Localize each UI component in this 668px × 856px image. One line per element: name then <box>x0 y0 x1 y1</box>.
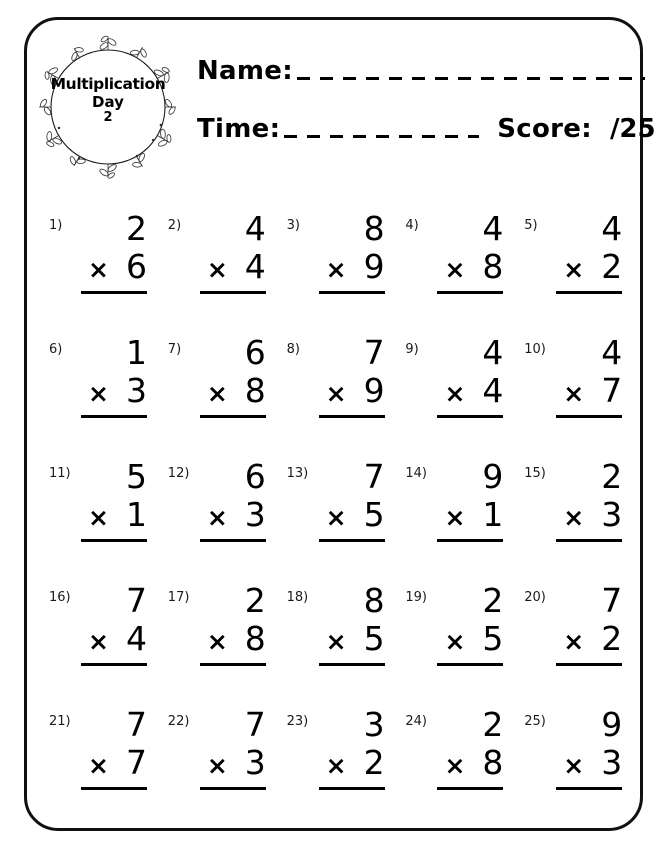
multiplier-row <box>427 371 504 412</box>
multiplier: 2 <box>601 247 623 286</box>
multiplicand: 9 <box>601 705 623 744</box>
problem-cell <box>279 333 397 460</box>
answer-line[interactable] <box>319 787 385 790</box>
multiply-icon: × <box>444 627 466 656</box>
multiplicand-row <box>71 705 147 746</box>
worksheet-header <box>27 20 656 195</box>
worksheet-page <box>24 17 656 831</box>
answer-line[interactable] <box>81 291 147 294</box>
problem-number: 9) <box>405 342 419 357</box>
multiply-icon: × <box>206 255 228 284</box>
multiplier: 8 <box>244 371 266 410</box>
answer-line[interactable] <box>319 415 385 418</box>
multiplier-row <box>309 743 385 784</box>
multiply-icon: × <box>563 503 585 532</box>
problem-number: 12) <box>167 466 190 481</box>
multiplicand: 2 <box>482 581 504 620</box>
answer-line[interactable] <box>556 663 622 666</box>
multiplier: 8 <box>244 619 266 658</box>
multiply-icon: × <box>88 627 109 656</box>
multiplier-row <box>546 743 623 784</box>
multiplicand-row <box>546 457 623 498</box>
problem-cell <box>41 581 159 708</box>
problem-cell <box>516 705 634 832</box>
multiply-icon: × <box>563 627 585 656</box>
problem-cell <box>397 705 515 832</box>
multiplicand: 1 <box>126 333 147 372</box>
problem-number: 2) <box>167 218 182 233</box>
problem-expression <box>71 457 147 542</box>
multiply-icon: × <box>206 627 228 656</box>
multiplicand: 4 <box>244 209 266 248</box>
problem-number: 21) <box>49 714 71 729</box>
problem-number: 3) <box>286 218 300 233</box>
multiplier: 5 <box>363 619 385 658</box>
problem-cell <box>41 457 159 584</box>
multiplier: 5 <box>482 619 504 658</box>
multiplicand: 4 <box>601 209 623 248</box>
problem-cell <box>279 457 397 584</box>
badge-day-number: 2 <box>103 109 113 125</box>
multiplier-row <box>71 371 147 412</box>
answer-line[interactable] <box>81 415 147 418</box>
multiplicand-row <box>190 209 266 250</box>
problem-number: 4) <box>405 218 419 233</box>
name-input-line[interactable] <box>297 77 645 80</box>
problem-expression <box>427 705 504 790</box>
name-label: Name: <box>197 56 293 86</box>
problem-expression <box>546 209 623 294</box>
multiplier-row <box>309 371 385 412</box>
problem-expression <box>427 581 504 666</box>
problem-expression <box>190 333 266 418</box>
problem-number: 16) <box>49 590 71 605</box>
problem-cell <box>516 581 634 708</box>
multiplier-row <box>427 495 504 536</box>
multiply-icon: × <box>88 379 109 408</box>
multiplier: 3 <box>126 371 147 410</box>
multiplicand-row <box>309 333 385 374</box>
answer-line[interactable] <box>437 787 503 790</box>
problem-cell <box>397 457 515 584</box>
multiplier-row <box>309 619 385 660</box>
multiplier: 4 <box>482 371 504 410</box>
time-score-row <box>197 116 656 142</box>
problem-cell <box>397 581 515 708</box>
problem-expression <box>546 333 623 418</box>
leaf-wreath-icon <box>33 32 183 182</box>
problem-number: 19) <box>405 590 428 605</box>
multiplicand: 4 <box>482 209 504 248</box>
multiply-icon: × <box>88 751 109 780</box>
multiplier-row <box>546 619 623 660</box>
multiplicand-row <box>309 209 385 250</box>
answer-line[interactable] <box>319 663 385 666</box>
multiplicand: 5 <box>126 457 147 496</box>
answer-line[interactable] <box>556 539 622 542</box>
multiplicand: 7 <box>244 705 266 744</box>
answer-line[interactable] <box>200 787 266 790</box>
answer-line[interactable] <box>437 663 503 666</box>
multiplicand-row <box>546 333 623 374</box>
multiplicand-row <box>190 705 266 746</box>
multiplier: 7 <box>126 743 147 782</box>
multiplicand: 4 <box>601 333 623 372</box>
multiply-icon: × <box>444 255 466 284</box>
answer-line[interactable] <box>319 291 385 294</box>
multiplier: 9 <box>363 247 385 286</box>
problem-expression <box>427 457 504 542</box>
score-total: /25 <box>609 114 656 144</box>
problem-expression <box>546 705 623 790</box>
multiplier-row <box>190 495 266 536</box>
time-input-line[interactable] <box>284 135 479 138</box>
problem-expression <box>309 581 385 666</box>
problem-cell <box>160 457 278 584</box>
multiplicand-row <box>309 705 385 746</box>
problem-expression <box>190 581 266 666</box>
multiplier-row <box>546 495 623 536</box>
multiplier-row <box>546 371 623 412</box>
multiplier: 1 <box>482 495 504 534</box>
problem-expression <box>309 333 385 418</box>
problem-expression <box>71 705 147 790</box>
problem-expression <box>427 209 504 294</box>
multiplier-row <box>190 371 266 412</box>
badge-subtitle: Day <box>92 92 124 111</box>
multiplier-row <box>546 247 623 288</box>
problem-number: 25) <box>524 714 546 729</box>
multiplicand-row <box>71 209 147 250</box>
time-label: Time: <box>197 114 281 144</box>
multiplicand-row <box>190 457 266 498</box>
problem-expression <box>309 457 385 542</box>
answer-line[interactable] <box>200 291 266 294</box>
problem-cell <box>279 209 397 336</box>
problem-number: 8) <box>286 342 300 357</box>
multiplier: 1 <box>126 495 147 534</box>
multiplier-row <box>190 247 266 288</box>
score-label: Score: <box>497 114 592 144</box>
problem-cell <box>279 581 397 708</box>
multiplicand: 7 <box>363 457 385 496</box>
multiplicand-row <box>427 581 504 622</box>
multiply-icon: × <box>206 379 228 408</box>
problem-cell <box>160 705 278 832</box>
problem-number: 15) <box>524 466 546 481</box>
multiplicand-row <box>546 209 623 250</box>
answer-line[interactable] <box>200 415 266 418</box>
multiplier-row <box>71 247 147 288</box>
answer-line[interactable] <box>81 539 147 542</box>
multiplier-row <box>190 619 266 660</box>
multiplier: 4 <box>244 247 266 286</box>
multiplier: 2 <box>363 743 385 782</box>
multiplier: 3 <box>601 743 623 782</box>
multiply-icon: × <box>325 627 347 656</box>
problem-expression <box>71 581 147 666</box>
multiplier-row <box>427 247 504 288</box>
multiplier-row <box>71 619 147 660</box>
problem-number: 24) <box>405 714 428 729</box>
badge-title: Multiplication <box>50 75 166 93</box>
multiplier: 8 <box>482 247 504 286</box>
problem-grid <box>41 209 635 832</box>
multiply-icon: × <box>325 751 347 780</box>
multiplicand: 2 <box>126 209 147 248</box>
multiplier-row <box>71 743 147 784</box>
problem-cell <box>516 333 634 460</box>
answer-line[interactable] <box>437 539 503 542</box>
multiplicand-row <box>71 457 147 498</box>
multiply-icon: × <box>325 379 347 408</box>
multiplicand-row <box>190 581 266 622</box>
multiply-icon: × <box>206 751 228 780</box>
multiplicand-row <box>427 209 504 250</box>
problem-expression <box>71 209 147 294</box>
name-field-row <box>197 58 645 84</box>
multiplicand: 2 <box>601 457 623 496</box>
answer-line[interactable] <box>556 787 622 790</box>
multiply-icon: × <box>325 503 347 532</box>
problem-number: 14) <box>405 466 428 481</box>
multiplicand: 8 <box>363 581 385 620</box>
multiplicand: 3 <box>363 705 385 744</box>
answer-line[interactable] <box>81 663 147 666</box>
badge-text-block <box>33 76 183 125</box>
multiplicand-row <box>71 333 147 374</box>
problem-number: 20) <box>524 590 546 605</box>
multiplier: 3 <box>601 495 623 534</box>
multiplier-row <box>71 495 147 536</box>
problem-expression <box>427 333 504 418</box>
multiplicand-row <box>309 457 385 498</box>
problem-number: 10) <box>524 342 546 357</box>
problem-number: 7) <box>167 342 182 357</box>
problem-expression <box>309 209 385 294</box>
multiply-icon: × <box>563 751 585 780</box>
problem-number: 1) <box>49 218 63 233</box>
answer-line[interactable] <box>200 539 266 542</box>
problem-expression <box>190 209 266 294</box>
multiplicand: 6 <box>244 457 266 496</box>
multiplicand-row <box>309 581 385 622</box>
problem-cell <box>160 333 278 460</box>
problem-cell <box>516 457 634 584</box>
multiplicand: 9 <box>482 457 504 496</box>
multiplicand: 4 <box>482 333 504 372</box>
multiplier: 3 <box>244 495 266 534</box>
multiplicand: 2 <box>244 581 266 620</box>
problem-cell <box>41 333 159 460</box>
problem-cell <box>41 209 159 336</box>
multiplicand-row <box>190 333 266 374</box>
problem-expression <box>190 705 266 790</box>
multiplier-row <box>309 495 385 536</box>
multiplicand: 7 <box>363 333 385 372</box>
answer-line[interactable] <box>437 415 503 418</box>
multiplicand-row <box>546 705 623 746</box>
multiplier: 7 <box>601 371 623 410</box>
multiplicand: 2 <box>482 705 504 744</box>
multiplicand: 7 <box>126 705 147 744</box>
answer-line[interactable] <box>556 415 622 418</box>
problem-number: 6) <box>49 342 63 357</box>
problem-number: 22) <box>167 714 190 729</box>
multiply-icon: × <box>444 503 466 532</box>
problem-number: 13) <box>286 466 309 481</box>
problem-expression <box>546 457 623 542</box>
multiplier: 2 <box>601 619 623 658</box>
multiply-icon: × <box>88 255 109 284</box>
problem-cell <box>41 705 159 832</box>
answer-line[interactable] <box>200 663 266 666</box>
multiplicand: 6 <box>244 333 266 372</box>
multiplicand-row <box>546 581 623 622</box>
multiply-icon: × <box>563 255 585 284</box>
problem-number: 5) <box>524 218 538 233</box>
multiplier: 6 <box>126 247 147 286</box>
multiplier: 3 <box>244 743 266 782</box>
problem-cell <box>397 209 515 336</box>
answer-line[interactable] <box>437 291 503 294</box>
problem-number: 18) <box>286 590 309 605</box>
multiplicand-row <box>427 457 504 498</box>
multiply-icon: × <box>563 379 585 408</box>
multiplicand-row <box>427 705 504 746</box>
multiplier: 5 <box>363 495 385 534</box>
problem-number: 11) <box>49 466 71 481</box>
multiply-icon: × <box>88 503 109 532</box>
multiply-icon: × <box>444 751 466 780</box>
multiplicand: 7 <box>601 581 623 620</box>
multiplicand-row <box>427 333 504 374</box>
problem-expression <box>546 581 623 666</box>
problem-expression <box>309 705 385 790</box>
multiplier-row <box>309 247 385 288</box>
problem-number: 23) <box>286 714 309 729</box>
problem-cell <box>397 333 515 460</box>
multiplicand-row <box>71 581 147 622</box>
multiplier: 9 <box>363 371 385 410</box>
problem-number: 17) <box>167 590 190 605</box>
problem-cell <box>160 209 278 336</box>
multiplier: 8 <box>482 743 504 782</box>
problem-cell <box>516 209 634 336</box>
multiply-icon: × <box>325 255 347 284</box>
answer-line[interactable] <box>81 787 147 790</box>
multiply-icon: × <box>444 379 466 408</box>
problem-expression <box>71 333 147 418</box>
multiplicand: 8 <box>363 209 385 248</box>
multiplier-row <box>427 619 504 660</box>
multiplier: 4 <box>126 619 147 658</box>
problem-cell <box>279 705 397 832</box>
multiply-icon: × <box>206 503 228 532</box>
problem-expression <box>190 457 266 542</box>
multiplier-row <box>427 743 504 784</box>
problem-cell <box>160 581 278 708</box>
answer-line[interactable] <box>319 539 385 542</box>
multiplier-row <box>190 743 266 784</box>
multiplicand: 7 <box>126 581 147 620</box>
answer-line[interactable] <box>556 291 622 294</box>
